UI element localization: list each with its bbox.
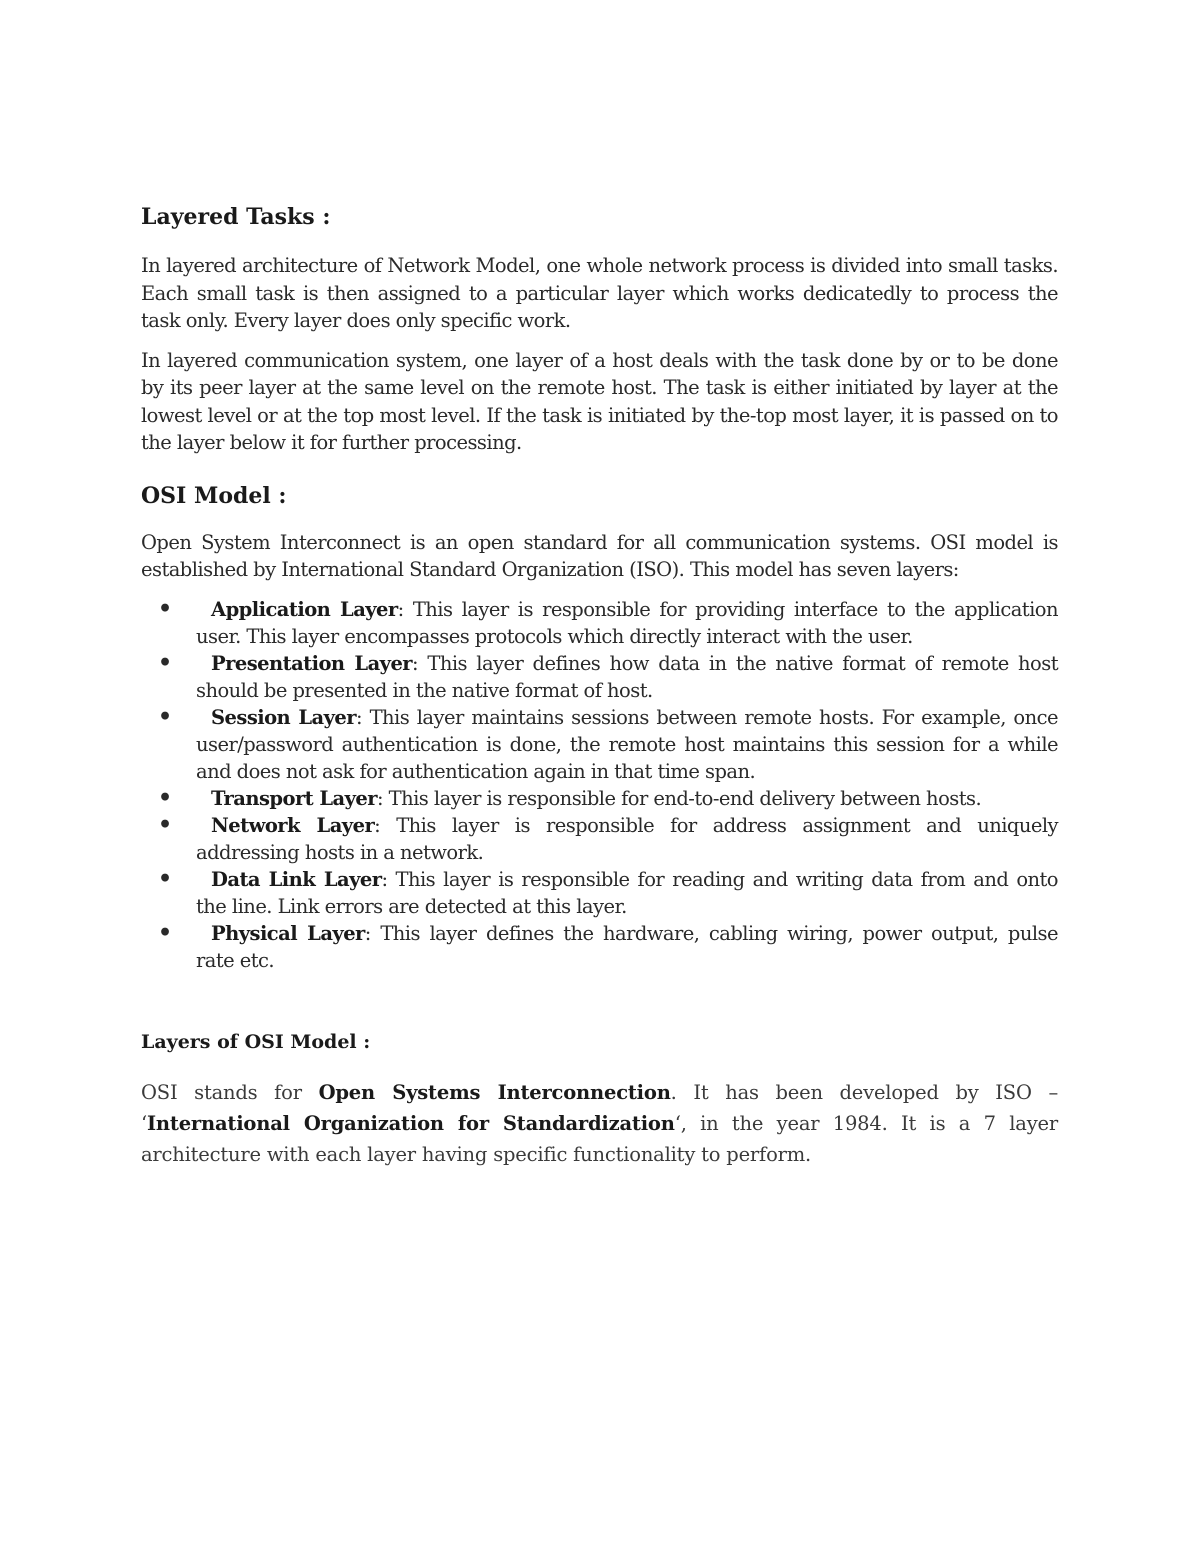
paragraph-layered-architecture: In layered architecture of Network Model, one whole network process is divided into small tasks. Each small task is then assigned to a particular layer which works dedicatedly to process the task only. Every layer does only specific work. <box>141 254 1058 332</box>
layer-term: Physical Layer <box>211 921 365 945</box>
layer-term: Transport Layer <box>211 786 377 810</box>
paragraph-osi-stands-for <box>141 1077 1058 1170</box>
heading-layered-tasks: Layered Tasks : <box>141 204 331 230</box>
paragraph-layered-communication: In layered communication system, one layer of a host deals with the task done by or to be done by its peer layer at the same level on the remote host. The task is either initiated by layer at the lowest level or at the top most level. If the task is initiated by the-top most layer, it is passed on to the layer below it for further processing. <box>141 348 1058 454</box>
text-segment: ‘, in the year 1984. It is a 7 layer architecture with each layer having specific functionality to perform. <box>141 1111 1058 1166</box>
layer-term: Data Link Layer <box>211 867 382 891</box>
layer-term: Network Layer <box>211 813 375 837</box>
bullet-icon: • <box>158 919 172 946</box>
list-item-network-layer <box>141 812 1058 866</box>
list-item-presentation-layer <box>141 650 1058 704</box>
heading-osi-model: OSI Model : <box>141 482 287 509</box>
bullet-icon: • <box>158 811 172 838</box>
bullet-icon: • <box>158 703 172 730</box>
list-item-physical-layer <box>141 920 1058 974</box>
bullet-icon: • <box>158 865 172 892</box>
text-segment: . It has been developed by ISO – ‘ <box>141 1080 1058 1135</box>
osi-layer-list <box>141 596 1058 974</box>
layer-description: : This layer is responsible for providing interface to the application user. This layer encompasses protocols which directly interact with the user. <box>196 597 1058 648</box>
heading-layers-of-osi-model: Layers of OSI Model : <box>141 1030 371 1053</box>
layer-description: : This layer is responsible for reading and writing data from and onto the line. Link errors are detected at this layer. <box>196 867 1058 918</box>
bullet-icon: • <box>158 784 172 811</box>
layer-term: Presentation Layer <box>211 651 413 675</box>
list-item-transport-layer <box>141 785 1058 812</box>
layer-term: Application Layer <box>211 597 398 621</box>
bold-term-iso-full-name: International Organization for Standardization <box>147 1111 675 1135</box>
bold-term-open-systems-interconnection: Open Systems Interconnection <box>318 1080 671 1104</box>
document-page <box>141 196 1058 1170</box>
list-item-data-link-layer <box>141 866 1058 920</box>
bullet-icon: • <box>158 595 172 622</box>
list-item-application-layer <box>141 596 1058 650</box>
layer-description: : This layer defines the hardware, cabling wiring, power output, pulse rate etc. <box>196 921 1059 972</box>
list-item-session-layer <box>141 704 1058 785</box>
paragraph-osi-intro: Open System Interconnect is an open standard for all communication systems. OSI model is established by International Standard Organization (ISO). This model has seven layers: <box>141 530 1058 581</box>
layer-term: Session Layer <box>211 705 356 729</box>
text-segment: OSI stands for <box>141 1080 319 1104</box>
layer-description: : This layer defines how data in the native format of remote host should be presented in the native format of host. <box>196 651 1058 702</box>
layer-description: : This layer maintains sessions between remote hosts. For example, once user/password authentication is done, the remote host maintains this session for a while and does not ask for authentication again in that time span. <box>196 705 1058 783</box>
bullet-icon: • <box>158 649 172 676</box>
layer-description: : This layer is responsible for end-to-end delivery between hosts. <box>376 786 982 810</box>
layer-description: : This layer is responsible for address assignment and uniquely addressing hosts in a network. <box>196 813 1058 864</box>
